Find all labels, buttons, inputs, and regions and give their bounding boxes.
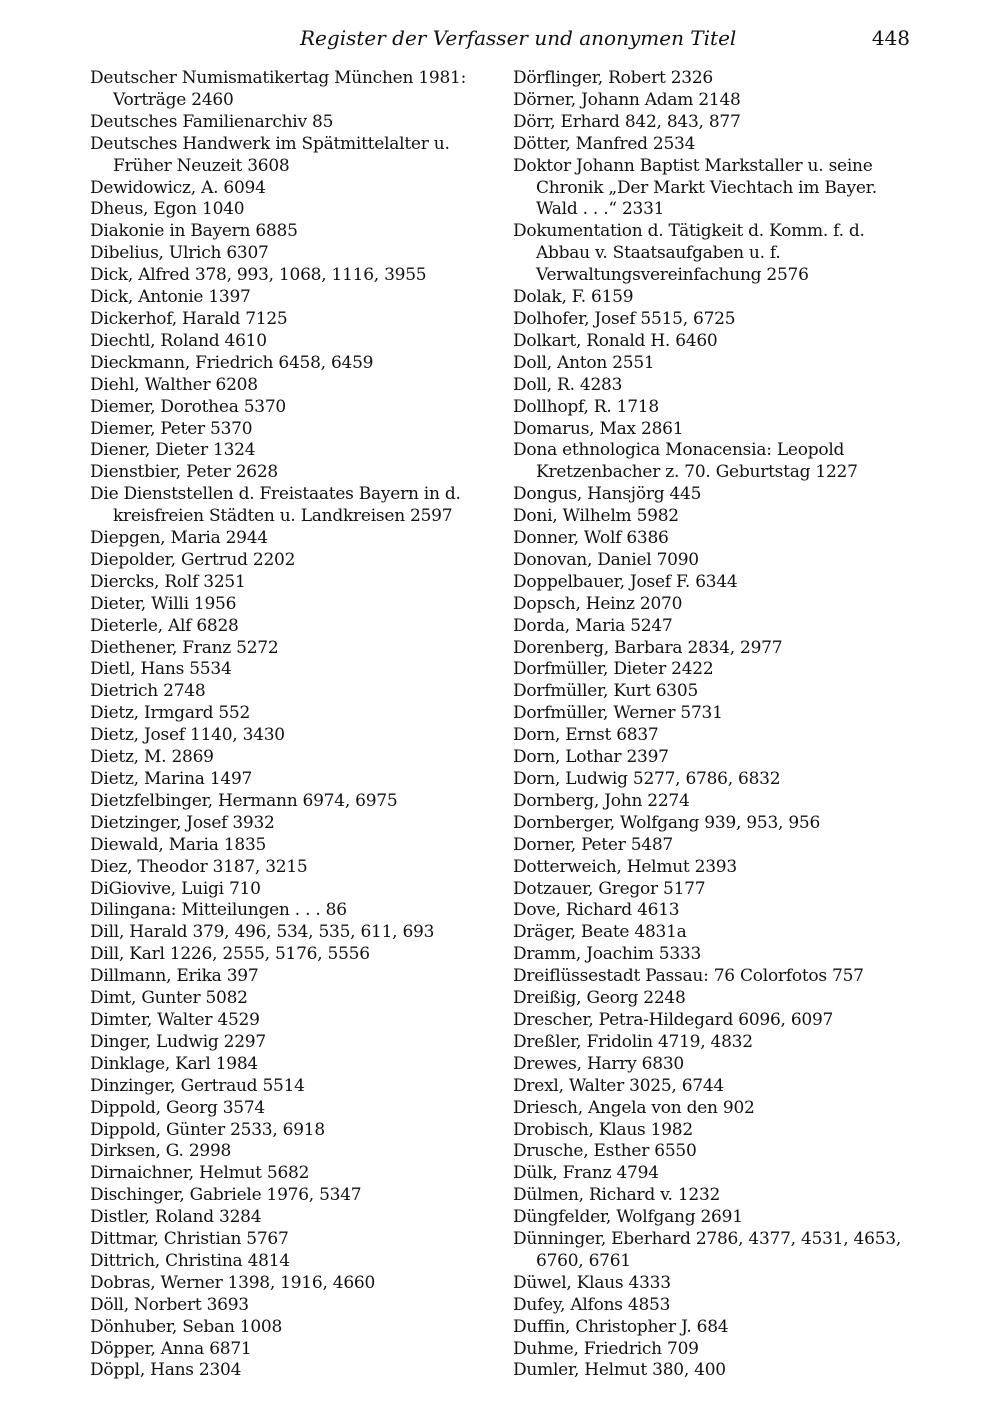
index-entry: Dorfmüller, Dieter 2422 [513, 659, 714, 680]
index-entry: Dobras, Werner 1398, 1916, 4660 [90, 1272, 376, 1293]
index-entry: Dietz, Irmgard 552 [90, 703, 251, 724]
index-entry: Driesch, Angela von den 902 [513, 1097, 755, 1118]
index-entry: Drusche, Esther 6550 [513, 1141, 697, 1162]
index-entry: Dollhopf, R. 1718 [513, 396, 659, 417]
index-entry: Diechtl, Roland 4610 [90, 330, 267, 351]
index-entry: Dove, Richard 4613 [513, 900, 680, 921]
index-entry: Dick, Antonie 1397 [90, 287, 251, 308]
index-entry: Diez, Theodor 3187, 3215 [90, 856, 308, 877]
index-entry: Dönhuber, Seban 1008 [90, 1316, 283, 1337]
index-entry: Dieter, Willi 1956 [90, 593, 237, 614]
index-entry: Dorda, Maria 5247 [513, 615, 673, 636]
index-entry: Diercks, Rolf 3251 [90, 571, 246, 592]
index-entry: Dirnaichner, Helmut 5682 [90, 1163, 310, 1184]
index-entry: Dolkart, Ronald H. 6460 [513, 330, 718, 351]
index-entry: Döll, Norbert 3693 [90, 1294, 249, 1315]
index-column-right [513, 68, 913, 1382]
index-entry: Dramm, Joachim 5333 [513, 944, 702, 965]
index-entry: Dieckmann, Friedrich 6458, 6459 [90, 352, 374, 373]
index-entry: Dorn, Ludwig 5277, 6786, 6832 [513, 769, 781, 789]
index-entry: Dörr, Erhard 842, 843, 877 [513, 111, 741, 132]
index-entry: Dörflinger, Robert 2326 [513, 68, 713, 88]
index-entry: Deutsches Handwerk im Spätmittelalter u. Früher Neuzeit 3608 [90, 133, 450, 176]
index-entry: Dimter, Walter 4529 [90, 1009, 260, 1030]
index-entry: Dräger, Beate 4831a [513, 922, 687, 943]
index-entry: Doppelbauer, Josef F. 6344 [513, 571, 738, 592]
index-entry: Diemer, Dorothea 5370 [90, 396, 286, 417]
index-entry: Düwel, Klaus 4333 [513, 1272, 671, 1293]
index-entry: Dünninger, Eberhard 2786, 4377, 4531, 4653, 6760, 6761 [513, 1229, 901, 1271]
index-entry: Dinger, Ludwig 2297 [90, 1031, 266, 1052]
index-entry: Drewes, Harry 6830 [513, 1053, 684, 1074]
index-entry: Dongus, Hansjörg 445 [513, 484, 702, 505]
index-entry: Döpper, Anna 6871 [90, 1338, 252, 1359]
index-entry: Dokumentation d. Tätigkeit d. Komm. f. d. Abbau v. Staatsaufgaben u. f. Verwaltungsvereinfachung 2576 [513, 221, 865, 286]
index-entry: Dorn, Ernst 6837 [513, 725, 659, 746]
index-entry: Dill, Harald 379, 496, 534, 535, 611, 693 [90, 922, 435, 943]
index-entry: Dornberger, Wolfgang 939, 953, 956 [513, 812, 821, 833]
index-entry: Dörner, Johann Adam 2148 [513, 89, 741, 110]
index-entry: Dreiflüssestadt Passau: 76 Colorfotos 757 [513, 966, 864, 987]
index-entry: Dippold, Günter 2533, 6918 [90, 1119, 325, 1140]
index-entry: Dinklage, Karl 1984 [90, 1053, 258, 1074]
index-entry: Dietzinger, Josef 3932 [90, 812, 275, 833]
index-column-left [90, 68, 490, 1382]
index-entry: Dotterweich, Helmut 2393 [513, 856, 737, 877]
index-entry: Dienstbier, Peter 2628 [90, 462, 278, 483]
index-entry: Doktor Johann Baptist Markstaller u. seine Chronik „Der Markt Viechtach im Bayer. Wald . . .“ 2331 [513, 155, 877, 220]
index-entry: Dilingana: Mitteilungen . . . 86 [90, 900, 347, 921]
index-entry: Diethener, Franz 5272 [90, 637, 279, 658]
index-entry: Dotzauer, Gregor 5177 [513, 878, 706, 899]
index-entry: Dorn, Lothar 2397 [513, 747, 669, 768]
index-entry: Drexl, Walter 3025, 6744 [513, 1075, 724, 1096]
page-header-title: Register der Verfasser und anonymen Titel [300, 26, 737, 50]
index-entry: Dick, Alfred 378, 993, 1068, 1116, 3955 [90, 265, 427, 286]
index-entry: Domarus, Max 2861 [513, 418, 684, 439]
index-entry: Dietz, Marina 1497 [90, 769, 253, 789]
index-entry: Deutsches Familienarchiv 85 [90, 111, 334, 132]
index-entry: Dillmann, Erika 397 [90, 966, 259, 987]
index-entry: Dorner, Peter 5487 [513, 834, 673, 855]
index-entry: Doll, Anton 2551 [513, 352, 655, 373]
index-entry: DiGiovive, Luigi 710 [90, 878, 261, 899]
index-entry: Dieterle, Alf 6828 [90, 615, 239, 636]
index-entry: Dornberg, John 2274 [513, 790, 690, 811]
index-entry: Diakonie in Bayern 6885 [90, 221, 298, 242]
index-entry: Dirksen, G. 2998 [90, 1141, 232, 1162]
index-entry: Dippold, Georg 3574 [90, 1097, 265, 1118]
index-entry: Die Dienststellen d. Freistaates Bayern in d. kreisfreien Städten u. Landkreisen 2597 [90, 484, 461, 527]
index-entry: Deutscher Numismatikertag München 1981: Vorträge 2460 [90, 68, 467, 110]
index-entry: Duffin, Christopher J. 684 [513, 1316, 729, 1337]
index-entry: Dufey, Alfons 4853 [513, 1294, 671, 1315]
index-entry: Dolak, F. 6159 [513, 287, 634, 308]
index-entry: Dietz, Josef 1140, 3430 [90, 725, 285, 746]
index-entry: Diepolder, Gertrud 2202 [90, 549, 296, 570]
index-entry: Dolhofer, Josef 5515, 6725 [513, 308, 736, 329]
index-entry: Dorenberg, Barbara 2834, 2977 [513, 637, 783, 658]
index-entry: Dreißig, Georg 2248 [513, 988, 686, 1009]
index-entry: Drobisch, Klaus 1982 [513, 1119, 693, 1140]
index-entry: Donovan, Daniel 7090 [513, 549, 699, 570]
index-entry: Diepgen, Maria 2944 [90, 528, 268, 549]
index-entry: Doll, R. 4283 [513, 374, 623, 395]
index-entry: Dickerhof, Harald 7125 [90, 308, 288, 329]
index-entry: Dittrich, Christina 4814 [90, 1250, 290, 1271]
index-entry: Dibelius, Ulrich 6307 [90, 243, 269, 264]
index-entry: Döppl, Hans 2304 [90, 1360, 242, 1381]
index-entry: Düngfelder, Wolfgang 2691 [513, 1207, 743, 1228]
index-entry: Dumler, Helmut 380, 400 [513, 1360, 726, 1381]
index-entry: Dischinger, Gabriele 1976, 5347 [90, 1185, 362, 1206]
index-entry: Diemer, Peter 5370 [90, 418, 253, 439]
index-entry: Dorfmüller, Kurt 6305 [513, 681, 699, 702]
index-entry: Distler, Roland 3284 [90, 1207, 262, 1228]
index-entry: Dötter, Manfred 2534 [513, 133, 696, 154]
index-entry: Duhme, Friedrich 709 [513, 1338, 699, 1359]
index-entry: Dopsch, Heinz 2070 [513, 593, 683, 614]
index-entry: Dona ethnologica Monacensia: Leopold Kretzenbacher z. 70. Geburtstag 1227 [513, 440, 858, 483]
index-entry: Dorfmüller, Werner 5731 [513, 703, 723, 724]
index-entry: Dewidowicz, A. 6094 [90, 177, 266, 198]
index-entry: Drescher, Petra-Hildegard 6096, 6097 [513, 1009, 834, 1030]
index-entry: Dietrich 2748 [90, 681, 206, 702]
index-entry: Dill, Karl 1226, 2555, 5176, 5556 [90, 944, 370, 965]
index-entry: Dimt, Gunter 5082 [90, 988, 248, 1009]
index-entry: Dreßler, Fridolin 4719, 4832 [513, 1031, 753, 1052]
index-entry: Dietl, Hans 5534 [90, 659, 232, 680]
index-entry: Dülk, Franz 4794 [513, 1163, 659, 1184]
index-entry: Dinzinger, Gertraud 5514 [90, 1075, 305, 1096]
index-entry: Donner, Wolf 6386 [513, 528, 669, 549]
index-entry: Diewald, Maria 1835 [90, 834, 267, 855]
index-entry: Dietz, M. 2869 [90, 747, 214, 768]
index-entry: Dittmar, Christian 5767 [90, 1229, 289, 1250]
page-number: 448 [871, 26, 910, 50]
index-entry: Doni, Wilhelm 5982 [513, 506, 679, 527]
index-entry: Dheus, Egon 1040 [90, 199, 245, 220]
index-entry: Dietzfelbinger, Hermann 6974, 6975 [90, 790, 398, 811]
index-entry: Diener, Dieter 1324 [90, 440, 256, 461]
index-entry: Dülmen, Richard v. 1232 [513, 1185, 721, 1206]
index-entry: Diehl, Walther 6208 [90, 374, 258, 395]
